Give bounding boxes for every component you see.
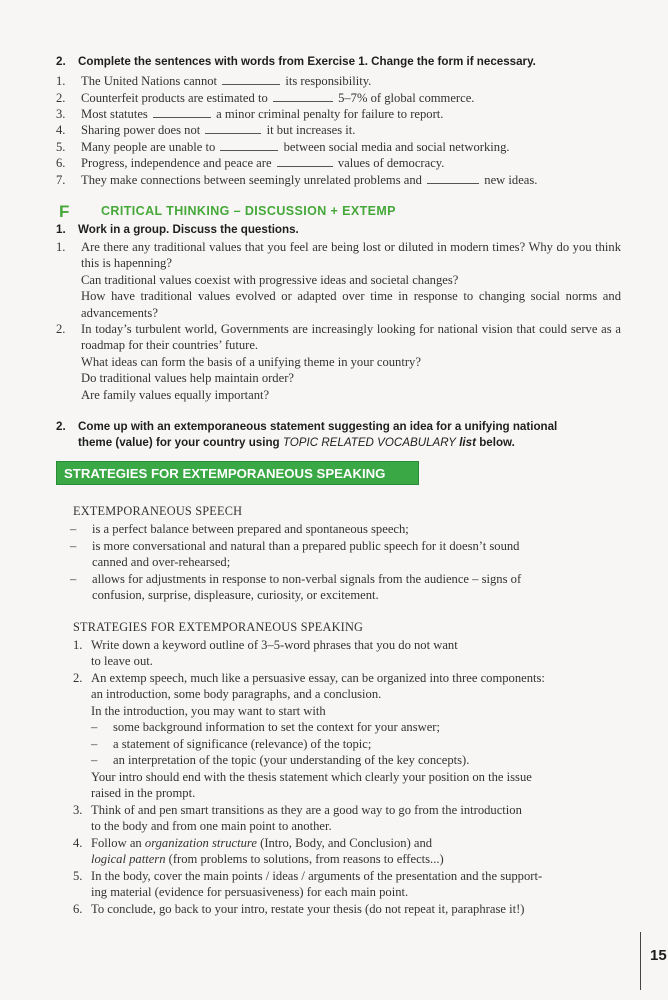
section-letter: F — [59, 202, 70, 221]
answer-blank-7[interactable] — [427, 172, 479, 184]
extemporaneous-speech-heading: EXTEMPORANEOUS SPEECH — [73, 504, 243, 518]
task-1-instruction: Work in a group. Discuss the questions. — [78, 223, 299, 236]
question-block-2: 2. In today’s turbulent world, Governments are increasingly looking for national vision that could serve as a roadmap for their countries’ future. What ideas can form the basis of a unifying theme in your country? Do traditional values help maintain order? Are family values equally important? — [56, 322, 621, 402]
question-text: Can traditional values coexist with progressive ideas and societal changes? — [81, 272, 459, 287]
page-number: 15 — [650, 947, 667, 964]
answer-blank-2[interactable] — [273, 90, 333, 102]
exercise-2-heading — [56, 55, 536, 68]
answer-blank-4[interactable] — [205, 122, 261, 134]
section-title: CRITICAL THINKING – DISCUSSION + EXTEMP — [101, 204, 396, 218]
question-block-1: 1. Are there any traditional values that you feel are being lost or diluted in modern times? Why do you think this is hapenning? Can traditional values coexist with progressive ideas and societal changes? How have traditional values evolved or adapted over time in response to changing social norms and advancements? — [56, 240, 621, 320]
answer-blank-1[interactable] — [222, 73, 280, 85]
task-2-heading: 2. Come up with an extemporaneous statement suggesting an idea for a unifying national theme (value) for your country using TOPIC RELATED VOCABULARY list below. — [56, 420, 558, 449]
textbook-page: 2. Complete the sentences with words from Exercise 1. Change the form if necessary. 1. The United Nations cannot its responsibility. 2. Counterfeit products are estimated to 5–7% of global commerce. 3. Most statutes a minor criminal penalty for failure to report. 4. Sharing power does not it but increases it. 5. Many people are unable to between social media and social networking. 6. Progress, independence and peace are values of democracy. 7. They make connections between seemingly unrelated problems and new ideas. F CRITICAL THINKING – DISCUSSION + EXTEMP 1. Work in a group. Discuss the questions. 1. Are there any traditional values that you feel are being lost or diluted in modern times? Why do you think this is hapenning? Can traditional values coexist with progressive ideas and societal changes? How have traditional values evolved or adapted over time in response to changing social norms and advancements? 2. In today’s turbulent world, Governments are increasingly looking for national vision that could serve as a roadmap for their countries’ future. What ideas can form the basis of a unifying theme in your country? Do traditional values help maintain order? Are family values equally important? 2. Come up with an extemporaneous statement suggesting an idea for a unifying national theme (value) for your country using TOPIC RELATED VOCABULARY list below. STRATEGIES FOR EXTEMPORANEOUS SPEAKING EXTEMPORANEOUS SPEECH – is a perfect balance between prepared and spontaneous speech; – is more conversational and natural than a prepared public speech for it doesn’t sound canned and over-rehearsed; – allows for adjustments in response to non-verbal signals from the audience – signs of confusion, surprise, displeasure, curiosity, or excitement. STRATEGIES FOR EXTEMPORANEOUS SPEAKING 1. Write down a keyword outline of 3–5-word phrases that you do not want to leave out. 2. An extemp speech, much like a persuasive essay, can be organized into three components: an introduction, some body paragraphs, and a conclusion. In the introduction, you may want to start with – some background information to set the context for your answer; – a statement of significance (relevance) of the topic; – an interpretation of the topic (your understanding of the key concepts). Your intro should end with the thesis statement which clearly your position on the issue raised in the prompt. 3. Think of and pen smart transitions as they are a good way to go from the introduction to the body and from one main point to another. 4. Follow an organization structure (Intro, Body, and Conclusion) and logical pattern (from problems to solutions, from reasons to effects...) 5. In the body, cover the main points / ideas / arguments of the presentation and the support- ing material (evidence for persuasiveness) for each main point. 6. To conclude, go back to your intro, restate your thesis (do not repeat it, paraphrase it!) 15 — [0, 0, 668, 1000]
question-text: In today’s turbulent world, Governments are increasingly looking for national vision that could serve as a roadmap for their countries’ future. — [81, 322, 621, 353]
question-text: What ideas can form the basis of a unifying theme in your country? — [81, 354, 421, 369]
task-1-heading: 1. Work in a group. Discuss the questions. — [56, 223, 299, 236]
page-number-rule — [640, 932, 641, 990]
exercise-2-number: 2. — [56, 55, 66, 68]
question-text: Are family values equally important? — [81, 387, 270, 402]
question-text: How have traditional values evolved or adapted over time in response to changing social norms and advancements? — [81, 289, 621, 320]
strategies-banner: STRATEGIES FOR EXTEMPORANEOUS SPEAKING — [56, 461, 419, 485]
answer-blank-5[interactable] — [220, 139, 278, 151]
answer-blank-6[interactable] — [277, 155, 333, 167]
answer-blank-3[interactable] — [153, 106, 211, 118]
question-text: Do traditional values help maintain order? — [81, 371, 294, 386]
strategies-list-heading: STRATEGIES FOR EXTEMPORANEOUS SPEAKING — [73, 620, 364, 634]
exercise-2-instruction: Complete the sentences with words from Exercise 1. Change the form if necessary. — [78, 55, 536, 68]
question-text: Are there any traditional values that you feel are being lost or diluted in modern times? Why do you think this is hapenning? — [81, 240, 621, 271]
